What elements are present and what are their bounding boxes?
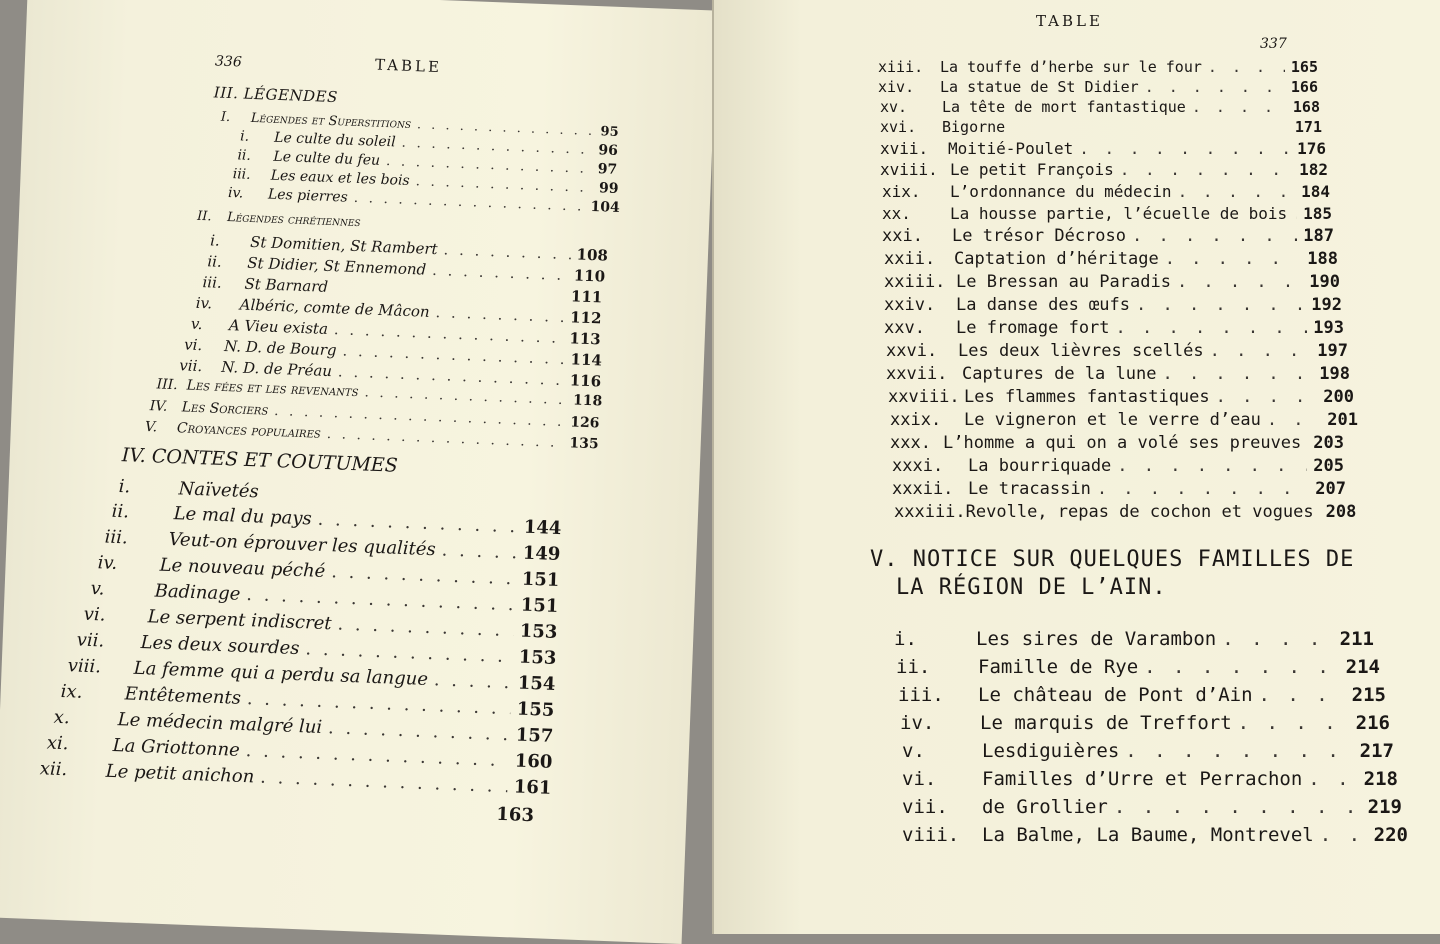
entry-title: Légendes chrétiennes xyxy=(226,210,361,231)
entry-page: 154 xyxy=(517,672,556,695)
entry-number: iii. xyxy=(202,273,223,292)
toc-entry xyxy=(896,656,1380,678)
toc-entry xyxy=(880,160,1328,179)
entry-title: A Vieu exista xyxy=(228,316,329,338)
entry-number: i. xyxy=(209,231,221,250)
entry-page: 176 xyxy=(1297,139,1326,158)
leader-dots xyxy=(317,509,518,538)
entry-page: 198 xyxy=(1319,364,1350,384)
entry-page: 197 xyxy=(1317,341,1348,361)
toc-entry xyxy=(880,118,1322,136)
toc-entry xyxy=(890,433,1344,453)
entry-title: Le tracassin xyxy=(968,479,1091,499)
leader-dots xyxy=(1216,387,1318,407)
entry-title: Le trésor Décroso xyxy=(952,226,1126,246)
entry-title: Légendes et Superstitions xyxy=(250,110,412,132)
entry-page: 114 xyxy=(570,350,603,370)
leader-dots xyxy=(1259,684,1346,706)
leader-dots xyxy=(1165,249,1302,269)
leader-dots xyxy=(432,261,568,284)
entry-number: vii. xyxy=(902,796,948,818)
entry-number: i. xyxy=(239,128,250,145)
toc-entry xyxy=(894,628,1374,650)
toc-entry xyxy=(878,78,1318,96)
entry-title: Le mal du pays xyxy=(173,503,313,530)
toc-entry xyxy=(878,58,1318,76)
entry-number: xv. xyxy=(880,98,908,116)
entry-number: x. xyxy=(53,706,71,729)
entry-number: iv. xyxy=(227,185,244,202)
entry-number: iv. xyxy=(900,712,935,734)
leader-dots xyxy=(247,688,512,719)
entry-number: vi. xyxy=(83,603,106,626)
entry-title: Le marquis de Treffort xyxy=(980,712,1232,734)
entry-number: iii. xyxy=(104,526,129,549)
entry-title: Le serpent indiscret xyxy=(147,606,332,635)
entry-page: 151 xyxy=(520,594,559,617)
entry-page: 149 xyxy=(522,542,561,566)
leader-dots xyxy=(1162,364,1313,384)
entry-page: 203 xyxy=(1313,433,1344,453)
entry-page: 220 xyxy=(1373,824,1408,846)
entry-number: ii. xyxy=(237,147,252,164)
entry-title: Les eaux et les bois xyxy=(270,167,410,189)
entry-number: xxxi. xyxy=(892,456,944,476)
entry-page: 182 xyxy=(1299,160,1328,179)
entry-title: Les pierres xyxy=(267,186,349,206)
leader-dots xyxy=(1125,740,1353,762)
entry-title: Captures de la lune xyxy=(962,364,1157,384)
entry-title: Le fromage fort xyxy=(956,318,1110,338)
entry-title: La Griottonne xyxy=(112,735,241,761)
leader-dots xyxy=(1208,58,1285,76)
entry-page: 188 xyxy=(1307,249,1338,269)
leader-dots xyxy=(331,561,516,589)
entry-title: L’homme a qui on a volé ses preuves xyxy=(943,433,1302,453)
entry-page: 108 xyxy=(576,245,609,265)
entry-page: 216 xyxy=(1355,712,1390,734)
entry-page: 219 xyxy=(1367,796,1402,818)
entry-number: xxx. xyxy=(890,433,931,453)
entry-number: iii. xyxy=(232,166,251,183)
leader-dots xyxy=(1079,139,1291,158)
entry-page: 193 xyxy=(1313,318,1344,338)
toc-entry xyxy=(902,824,1408,846)
entry-page: 95 xyxy=(600,124,619,140)
entry-page: 99 xyxy=(598,180,619,197)
toc-entry xyxy=(496,804,557,827)
entry-page: 160 xyxy=(514,750,553,773)
right-running-head: TABLE xyxy=(1036,12,1103,30)
entry-title: La bourriquade xyxy=(968,456,1112,476)
entry-number: i. xyxy=(894,628,917,650)
leader-dots xyxy=(1145,78,1285,96)
left-page xyxy=(0,0,717,944)
entry-title: Le culte du soleil xyxy=(273,129,396,151)
entry-number: xxiv. xyxy=(884,295,936,315)
entry-number: xviii. xyxy=(880,160,938,179)
entry-number: xiv. xyxy=(878,78,915,96)
toc-entry xyxy=(902,740,1394,762)
entry-title: N. D. de Bourg xyxy=(223,336,337,360)
entry-title: La housse partie, l’écuelle de bois xyxy=(950,204,1288,223)
entry-title: de Grollier xyxy=(982,796,1108,818)
entry-title: Le vigneron et le verre d’eau xyxy=(964,410,1261,430)
leader-dots xyxy=(305,638,513,667)
entry-title: La touffe d’herbe sur le four xyxy=(940,58,1202,76)
entry-page: 218 xyxy=(1363,768,1398,790)
entry-number: ii. xyxy=(111,500,130,523)
leader-dots xyxy=(245,740,509,771)
entry-number: iv. xyxy=(195,293,213,313)
leader-dots xyxy=(328,717,511,745)
leader-dots xyxy=(1222,628,1333,650)
entry-page: 126 xyxy=(569,414,600,432)
entry-number: xxi. xyxy=(882,226,923,246)
entry-title: Familles d’Urre et Perrachon xyxy=(982,768,1303,790)
toc-entry xyxy=(898,684,1386,706)
leader-dots xyxy=(1120,160,1293,179)
entry-page: 200 xyxy=(1323,387,1354,407)
entry-number: iv. xyxy=(97,552,118,575)
entry-page: 157 xyxy=(515,724,554,747)
entry-title: La danse des œufs xyxy=(956,295,1130,315)
toc-entry xyxy=(900,712,1390,734)
entry-title: Les Sorciers xyxy=(181,399,269,419)
toc-entry xyxy=(886,341,1348,361)
entry-title: Le Bressan au Paradis xyxy=(956,272,1171,292)
entry-title: La tête de mort fantastique xyxy=(942,98,1186,116)
entry-number: v. xyxy=(90,578,105,600)
entry-number: ii. xyxy=(896,656,931,678)
leader-dots xyxy=(1117,456,1307,476)
leader-dots xyxy=(1192,98,1287,116)
section-v-heading xyxy=(870,546,1354,602)
entry-number: vi. xyxy=(183,335,203,355)
left-page-number: 336 xyxy=(214,53,243,71)
entry-title: L’ordonnance du médecin xyxy=(950,182,1172,201)
leader-dots xyxy=(1178,182,1296,201)
entry-title: Le médecin malgré lui xyxy=(117,709,323,739)
toc-entry xyxy=(884,249,1338,269)
entry-number: V. xyxy=(144,419,158,436)
entry-number: vii. xyxy=(179,356,203,376)
entry-number: vi. xyxy=(902,768,937,790)
toc-entry xyxy=(886,364,1350,384)
toc-entry xyxy=(884,295,1342,315)
section-v-heading-line-1: V. NOTICE SUR QUELQUES FAMILLES DE xyxy=(870,547,1355,572)
entry-page: 116 xyxy=(569,371,602,391)
entry-page: 190 xyxy=(1309,272,1340,292)
entry-title: Le petit François xyxy=(950,160,1114,179)
entry-page: 201 xyxy=(1327,410,1358,430)
entry-page: 184 xyxy=(1301,182,1330,201)
leader-dots xyxy=(1320,824,1368,846)
leader-dots xyxy=(1267,410,1321,430)
left-running-head: TABLE xyxy=(374,55,443,77)
entry-number: iii. xyxy=(898,684,944,706)
entry-number: i. xyxy=(118,476,131,498)
section-v-heading-line-2: LA RÉGION DE L’AIN. xyxy=(896,575,1167,600)
leader-dots xyxy=(337,614,514,642)
entry-page: 144 xyxy=(523,516,562,540)
entry-number: xxxiii. xyxy=(894,502,966,522)
entry-title: Les fées et les revenants xyxy=(186,377,359,401)
toc-entry xyxy=(884,318,1344,338)
entry-number: xii. xyxy=(39,758,68,781)
entry-number: xxviii. xyxy=(888,387,960,407)
entry-number: xxiii. xyxy=(884,272,946,292)
entry-title: St Didier, St Ennemond xyxy=(247,253,427,279)
entry-page: 118 xyxy=(572,392,603,410)
entry-page: 165 xyxy=(1290,58,1318,76)
entry-number: I. xyxy=(220,109,231,126)
toc-entry xyxy=(902,796,1402,818)
entry-page: 168 xyxy=(1292,98,1320,116)
entry-page: 110 xyxy=(573,266,606,286)
toc-entry xyxy=(888,387,1354,407)
entry-title: Entêtements xyxy=(124,683,242,709)
toc-entry xyxy=(892,456,1344,476)
entry-page: 163 xyxy=(495,803,535,827)
entry-page: 151 xyxy=(521,568,560,592)
entry-number: xvi. xyxy=(880,118,917,136)
leader-dots xyxy=(1177,272,1303,292)
entry-number: xxv. xyxy=(884,318,925,338)
toc-entry xyxy=(880,98,1320,116)
entry-number: xvii. xyxy=(880,139,929,158)
toc-entry xyxy=(882,182,1330,201)
entry-title: Revolle, repas de cochon et vogues xyxy=(965,502,1314,522)
entry-page: 211 xyxy=(1339,628,1374,650)
entry-page: 185 xyxy=(1303,204,1332,223)
entry-title: Le château de Pont d’Ain xyxy=(978,684,1253,706)
entry-number: xxix. xyxy=(890,410,942,430)
entry-title: N. D. de Préau xyxy=(220,357,333,381)
toc-entry xyxy=(894,502,1357,522)
leader-dots xyxy=(1114,796,1362,818)
leader-dots xyxy=(1116,318,1308,338)
entry-title: Croyances populaires xyxy=(176,420,322,442)
toc-entry xyxy=(882,204,1332,223)
leader-dots xyxy=(435,303,564,326)
entry-title: St Barnard xyxy=(244,274,329,296)
entry-title: Les sires de Varambon xyxy=(976,628,1217,650)
entry-number: xiii. xyxy=(878,58,924,76)
leader-dots xyxy=(326,426,563,451)
entry-title: Moitié-Poulet xyxy=(948,139,1074,158)
entry-page: 111 xyxy=(570,287,603,307)
leader-dots xyxy=(1136,295,1305,315)
entry-page: 192 xyxy=(1311,295,1342,315)
section-iii-heading: III. LÉGENDES xyxy=(213,83,339,107)
entry-page: 208 xyxy=(1325,502,1357,522)
toc-entry xyxy=(892,479,1346,499)
entry-title: Le culte du feu xyxy=(273,148,381,169)
entry-page: 161 xyxy=(513,776,552,799)
toc-entry xyxy=(880,139,1326,158)
entry-title: La statue de St Didier xyxy=(940,78,1139,96)
entry-number: xi. xyxy=(46,732,69,755)
leader-dots xyxy=(434,669,513,693)
leader-dots xyxy=(1132,226,1297,246)
entry-title: Captation d’héritage xyxy=(954,249,1159,269)
entry-title: Albéric, comte de Mâcon xyxy=(239,295,430,321)
entry-number: viii. xyxy=(902,824,960,846)
toc-entry xyxy=(902,768,1398,790)
entry-title: Veut-on éprouver les qualités xyxy=(168,528,437,561)
entry-number: xxvii. xyxy=(886,364,948,384)
toc-subheading xyxy=(197,209,497,236)
entry-title: Naïvetés xyxy=(178,478,260,503)
entry-page: 112 xyxy=(569,308,602,328)
leader-dots xyxy=(1238,712,1350,734)
toc-entry xyxy=(884,272,1340,292)
entry-number: xxvi. xyxy=(886,341,938,361)
entry-number: viii. xyxy=(67,655,102,678)
entry-title: Bigorne xyxy=(942,118,1006,136)
leader-dots xyxy=(260,767,508,797)
entry-title: St Domitien, St Rambert xyxy=(249,232,438,259)
entry-number: v. xyxy=(190,314,203,334)
entry-title: Le petit anichon xyxy=(105,760,255,788)
entry-page: 166 xyxy=(1290,78,1318,96)
entry-number: III. xyxy=(156,376,178,394)
entry-title: Le nouveau péché xyxy=(159,554,326,583)
entry-number: II. xyxy=(196,208,212,225)
entry-page: 214 xyxy=(1345,656,1380,678)
entry-title: Badinage xyxy=(154,580,241,605)
entry-page: 135 xyxy=(569,435,599,453)
entry-title: Les flammes fantastiques xyxy=(964,387,1210,407)
leader-dots xyxy=(1210,341,1312,361)
entry-number: ix. xyxy=(60,680,83,703)
entry-page: 104 xyxy=(590,198,621,217)
toc-entry xyxy=(882,226,1334,246)
entry-page: 97 xyxy=(597,161,618,178)
section-iv-heading: IV. CONTES ET COUTUMES xyxy=(121,444,399,477)
entry-number: vii. xyxy=(76,629,105,652)
entry-number: v. xyxy=(902,740,925,762)
entry-number: xxxii. xyxy=(892,479,954,499)
entry-page: 113 xyxy=(569,329,602,349)
entry-number: xxii. xyxy=(884,249,936,269)
leader-dots xyxy=(1308,768,1357,790)
entry-page: 96 xyxy=(598,142,619,159)
entry-page: 153 xyxy=(518,646,557,669)
right-page-number: 337 xyxy=(1260,36,1287,52)
entry-page: 153 xyxy=(519,620,558,643)
right-page xyxy=(714,0,1440,934)
entry-page: 155 xyxy=(516,698,555,721)
entry-title: Famille de Rye xyxy=(978,656,1139,678)
entry-page: 187 xyxy=(1303,226,1334,246)
leader-dots xyxy=(1144,656,1340,678)
entry-number: ii. xyxy=(207,252,223,271)
leader-dots xyxy=(1097,479,1309,499)
leader-dots xyxy=(441,539,517,563)
entry-page: 217 xyxy=(1359,740,1394,762)
entry-page: 215 xyxy=(1351,684,1386,706)
entry-title: Lesdiguières xyxy=(982,740,1120,762)
entry-number: xx. xyxy=(882,204,911,223)
entry-page: 205 xyxy=(1313,456,1344,476)
entry-title: Les deux sourdes xyxy=(140,631,300,660)
entry-number: IV. xyxy=(149,398,168,415)
entry-number: xix. xyxy=(882,182,921,201)
entry-title: Les deux lièvres scellés xyxy=(958,341,1204,361)
toc-entry xyxy=(890,410,1358,430)
leader-dots xyxy=(1293,204,1297,223)
entry-title: La femme qui a perdu sa langue xyxy=(133,657,429,691)
entry-page: 207 xyxy=(1315,479,1346,499)
leader-dots xyxy=(443,240,571,263)
entry-page: 171 xyxy=(1294,118,1322,136)
entry-title: La Balme, La Baume, Montrevel xyxy=(982,824,1314,846)
